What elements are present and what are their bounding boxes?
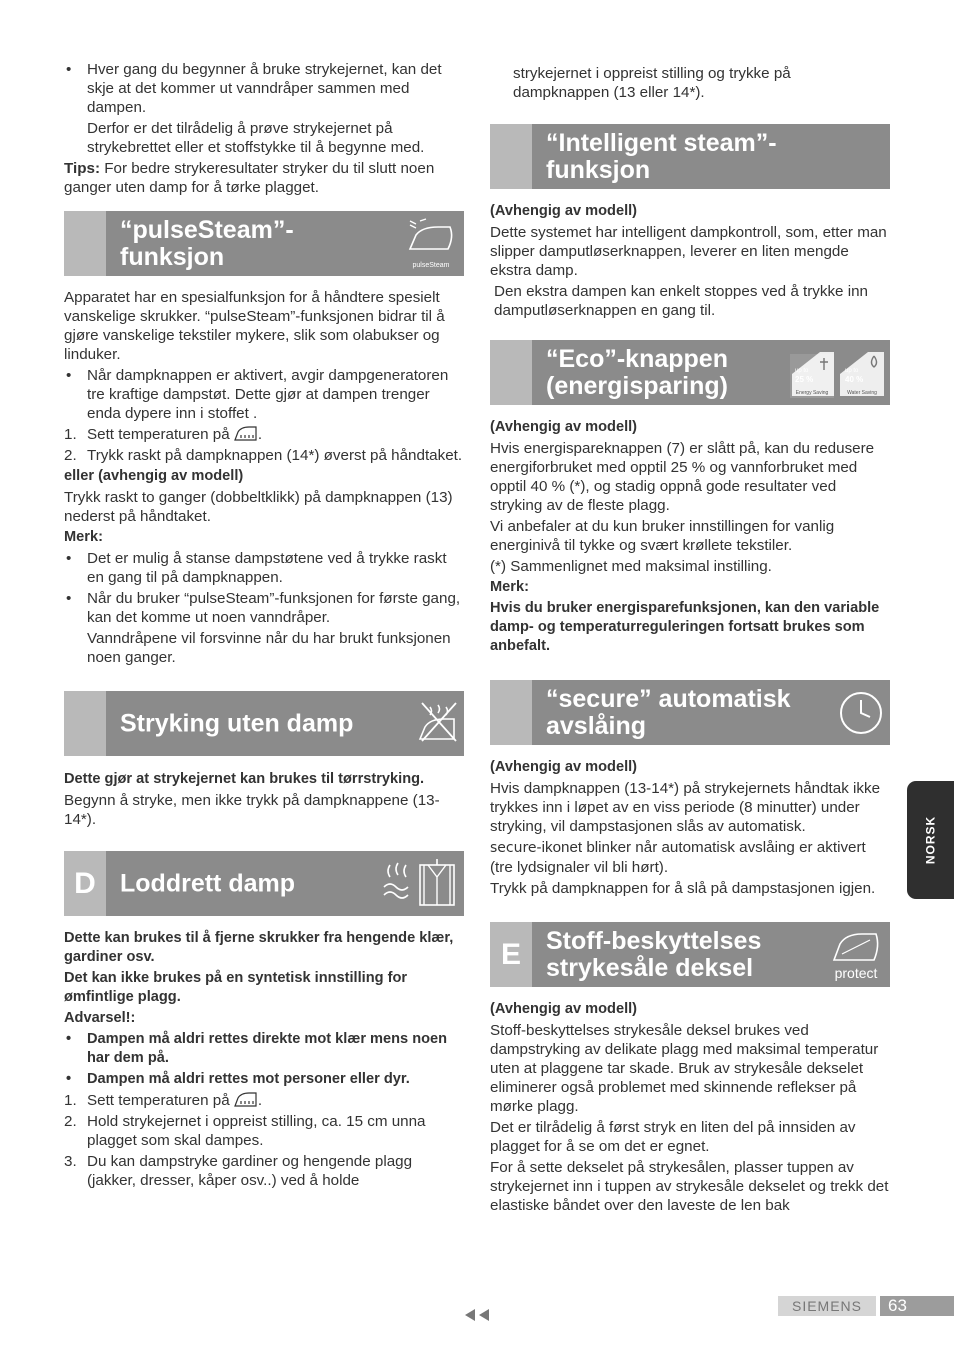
section-header-vertical-steam: [64, 851, 464, 916]
tips-text: For bedre strykeresultater stryker du til slutt noen ganger uten damp for å tørke plagget.: [64, 160, 435, 196]
pulsesteam-icon: [402, 215, 460, 272]
section-title: Stryking uten damp: [120, 709, 354, 737]
step-number: 1.: [64, 1092, 77, 1109]
secure-word: secure: [490, 840, 537, 856]
header-tab: [490, 340, 532, 405]
tips-label: Tips:: [64, 160, 101, 177]
list-item-text: Dampen må aldri rettes mot personer eller dyr.: [87, 1071, 410, 1087]
paragraph: Hvis dampknappen (13-14*) på strykejernets håndtak ikke trykkes inn i løpet av en viss periode (8 minutter) under stryking, vil dampstasjonen slås av automatisk.: [490, 780, 881, 835]
badge-label: Energy Saving: [795, 390, 829, 396]
pulse-steps: [64, 425, 464, 465]
section-header-pulsesteam: [64, 211, 464, 276]
paragraph: Dette systemet har intelligent dampkontroll, som, etter man slipper damputløserknappen, leverer en liten mengde ekstra damp.: [490, 224, 887, 279]
temperature-setting-icon: [234, 425, 258, 441]
header-tab: [490, 680, 532, 745]
note-text: Hvis du bruker energisparefunksjonen, kan den variable damp- og temperaturreguleringen fortsatt brukes som anbefalt.: [490, 600, 880, 654]
header-tab: [490, 922, 532, 987]
section-header-protect: [490, 922, 890, 987]
list-item-text: Sett temperaturen på: [87, 426, 230, 443]
paragraph: Derfor er det tilrådelig å prøve strykejernet på strykebrettet eller et stoffstykke til å begynne med.: [87, 120, 425, 156]
paragraph: Vanndråpene vil forsvinne når du har brukt funksjonen noen ganger.: [87, 630, 451, 666]
clock-icon: [836, 684, 886, 741]
list-item-text: Det er mulig å stanse dampstøtene ved å trykke raskt en gang til på dampknappen.: [87, 550, 447, 586]
vertical-steps: [64, 1091, 464, 1190]
paragraph: Begynn å stryke, men ikke trykk på dampknappene (13-14*).: [64, 792, 440, 828]
bullet-mark: •: [66, 1071, 72, 1087]
paragraph: For å sette dekselet på strykesålen, plasser tuppen av strykejernet inn i tuppen av strykesåle dekselet og trekk det elastiske båndet over den laveste de len bak: [490, 1159, 889, 1214]
paragraph: Hvis energispareknappen (7) er slått på, kan du redusere energiforbruket med opptil 25 % og vannforbruket med opptil 40 % (*), og stadig oppnå gode resultater ved stryking av de fleste plagg.: [490, 440, 875, 514]
bullet-mark: •: [66, 61, 72, 78]
tips-paragraph: [64, 159, 464, 197]
list-item-text: Trykk raskt på dampknappen (14*) øverst på håndtaket.: [87, 447, 463, 464]
paragraph-text: Den ekstra dampen kan enkelt stoppes ved å trykke inn damputløserknappen en gang til.: [494, 283, 868, 319]
list-item-text: Du kan dampstryke gardiner og hengende plagg (jakker, dresser, kåper osv..) ved å holde: [87, 1153, 413, 1189]
vertical-steam-icon: [376, 855, 460, 912]
badge-text: up to: [845, 368, 859, 374]
protect-iron-icon: [826, 926, 886, 983]
subheading: Det kan ikke brukes på en syntetisk innstilling for ømfintlige plagg.: [64, 970, 408, 1005]
bullet-mark: •: [66, 1031, 72, 1047]
list-item: [64, 446, 464, 465]
badge-text: up to: [795, 368, 809, 374]
section-letter: E: [500, 938, 521, 971]
list-item-text: Dampen må aldri rettes direkte mot klær mens noen har dem på.: [87, 1031, 448, 1066]
paragraph: Trykk på dampknappen for å slå på dampstasjonen igjen.: [490, 880, 876, 897]
section-title: Stoff-beskyttelses strykesåle deksel: [546, 926, 762, 982]
list-item-text: Sett temperaturen på: [87, 1092, 230, 1109]
subheading: (Avhengig av modell): [490, 759, 638, 775]
step-number: 1.: [64, 426, 77, 443]
language-tab: [907, 781, 954, 899]
section-letter: D: [74, 867, 96, 900]
paragraph: Apparatet har en spesialfunksjon for å håndtere spesielt vanskelige skrukker. “pulseSteam”-funksjonen bidrar til å gjøre vanskelige tekstiler mykere, slik som olabukser og linduker.: [64, 289, 445, 363]
list-item: [64, 1070, 464, 1089]
list-item-text: Hold strykejernet i oppreist stilling, ca. 15 cm unna plagget som skal dampes.: [87, 1113, 426, 1149]
badge-value: 25 %: [795, 375, 814, 384]
section-title: Loddrett damp: [120, 869, 295, 897]
subheading: (Avhengig av modell): [490, 203, 638, 219]
paragraph: strykejernet i oppreist stilling og trykke på dampknappen (13 eller 14*).: [513, 65, 791, 101]
pulse-list: [64, 366, 464, 423]
right-column: [490, 64, 890, 1217]
temperature-setting-icon: [234, 1091, 258, 1107]
list-item-text: Hver gang du begynner å bruke strykejernet, kan det skje at det kommer ut vanndråper sammen med dampen.: [87, 61, 442, 116]
subheading: Dette kan brukes til å fjerne skrukker fra hengende klær, gardiner osv.: [64, 930, 454, 965]
left-column: [64, 60, 464, 1192]
section-title: “secure” automatisk avslåing: [546, 684, 791, 740]
section-title: “Eco”-knappen (energisparing): [546, 344, 728, 400]
section-header-eco: [490, 340, 890, 405]
subheading: (Avhengig av modell): [490, 1001, 638, 1017]
paragraph: (*) Sammenlignet med maksimal instilling.: [490, 558, 772, 575]
language-label: NORSK: [923, 815, 937, 865]
list-item: [64, 549, 464, 587]
intro-list: [64, 60, 464, 117]
list-item: [64, 1030, 464, 1068]
section-title: “pulseSteam”- funksjon: [120, 215, 294, 271]
step-number: 2.: [64, 447, 77, 464]
header-tab: [490, 124, 532, 189]
paragraph: Vi anbefaler at du kun bruker innstillingen for vanlig energinivå til tykke og svært krøllete tekstiler.: [490, 518, 835, 554]
section-header-secure: [490, 680, 890, 745]
subheading: Merk:: [490, 579, 529, 595]
section-header-dry-ironing: [64, 691, 464, 756]
list-item: [64, 425, 464, 444]
note-list: [64, 549, 464, 627]
icon-caption: pulseSteam: [412, 262, 450, 269]
header-tab: [64, 851, 106, 916]
list-item: [64, 589, 464, 627]
icon-caption: protect: [834, 965, 878, 981]
list-item: [64, 60, 464, 117]
bullet-mark: •: [66, 550, 72, 567]
header-tab: [64, 211, 106, 276]
bullet-mark: •: [66, 367, 72, 384]
paragraph: Det er tilrådelig å først stryk en liten del på innsiden av plagget for å se om det er egnet.: [490, 1119, 856, 1155]
header-tab: [64, 691, 106, 756]
subheading: Advarsel!:: [64, 1010, 136, 1026]
paragraph: Trykk raskt to ganger (dobbeltklikk) på dampknappen (13) nederst på håndtaket.: [64, 489, 453, 525]
previous-page-icon[interactable]: [464, 1308, 492, 1322]
page-number: 63: [880, 1296, 954, 1316]
eco-savings-icon: [790, 344, 886, 401]
paragraph: [490, 282, 890, 320]
section-title: “Intelligent steam”- funksjon: [546, 128, 777, 184]
paragraph-text: -ikonet blinker når automatisk avslåing er aktivert (tre lydsignaler vil bli hørt).: [490, 839, 866, 876]
list-item-text: Når du bruker “pulseSteam”-funksjonen for første gang, kan det komme ut noen vanndråper.: [87, 590, 461, 626]
section-header-intelligent-steam: [490, 124, 890, 189]
list-item: [64, 1091, 464, 1110]
subheading: eller (avhengig av modell): [64, 468, 244, 484]
badge-label: Water Saving: [847, 390, 877, 396]
subheading: (Avhengig av modell): [490, 419, 638, 435]
step-number: 3.: [64, 1153, 77, 1170]
badge-value: 40 %: [845, 375, 864, 384]
brand-label: SIEMENS: [778, 1296, 876, 1316]
step-number: 2.: [64, 1113, 77, 1130]
paragraph: Stoff-beskyttelses strykesåle deksel brukes ved dampstryking av delikate plagg med maksimal temperatur uten at plaggene tar skade. Bruk av strykesåle dekselet eliminerer også problemet med skinnende reflekser på mørke plagg.: [490, 1022, 879, 1115]
bullet-mark: •: [66, 590, 72, 607]
punctuation: .: [257, 426, 263, 443]
paragraph: [490, 838, 890, 877]
list-item: [64, 366, 464, 423]
list-item: [64, 1152, 464, 1190]
warning-list: [64, 1030, 464, 1089]
list-item: [64, 1112, 464, 1150]
subheading: Merk:: [64, 529, 103, 545]
subheading: Dette gjør at strykejernet kan brukes til tørrstryking.: [64, 771, 425, 787]
list-item-text: Når dampknappen er aktivert, avgir dampgeneratoren tre kraftige dampstøt. Dette gjør at dampen trenger enda dypere inn i stoffet .: [87, 367, 449, 422]
no-steam-icon: [416, 695, 460, 752]
punctuation: .: [257, 1092, 263, 1109]
